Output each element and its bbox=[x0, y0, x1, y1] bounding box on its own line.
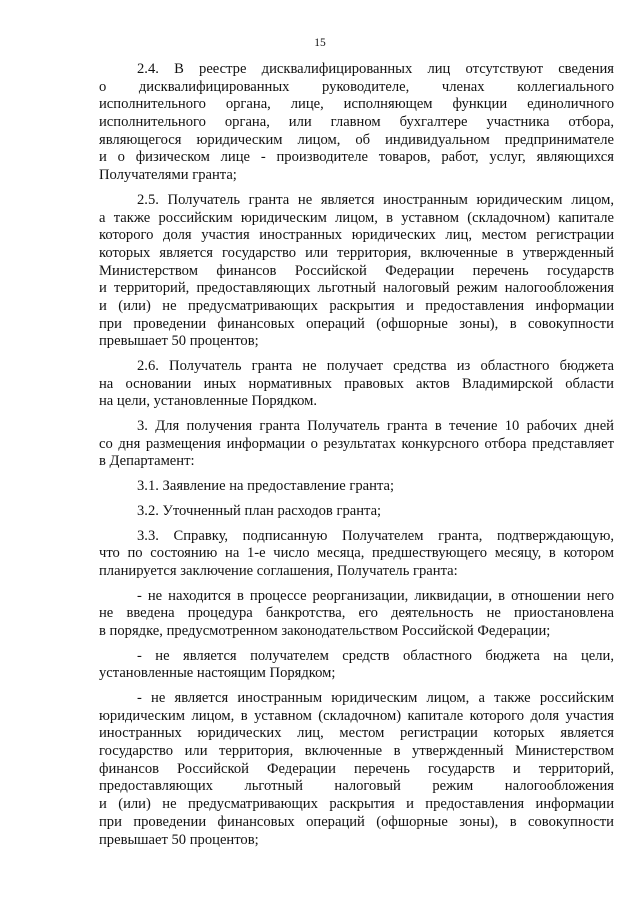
text-line: иностранных юридических лиц, местом регистрации которых является bbox=[99, 725, 614, 742]
text-line: не введена процедура банкротства, его деятельность не приостановлена bbox=[99, 605, 614, 622]
text-line: 3.2. Уточненный план расходов гранта; bbox=[137, 502, 382, 519]
document-body bbox=[99, 61, 614, 849]
text-line: которых является государство или территория, включенные в утвержденный bbox=[99, 244, 614, 261]
text-line: исполнительного органа, или главном бухгалтере участника отбора, bbox=[99, 114, 614, 131]
text-line: планируется заключение соглашения, Получатель гранта: bbox=[99, 562, 458, 579]
text-line: о дисквалифицированных руководителе, членах коллегиального bbox=[99, 78, 614, 95]
paragraph-p-2-4 bbox=[99, 61, 614, 185]
paragraph-p-bullet-1 bbox=[99, 588, 614, 641]
text-line: на цели, установленные Порядком. bbox=[99, 393, 318, 410]
text-line: и (или) не предусматривающих раскрытия и предоставления информации bbox=[99, 297, 614, 314]
text-line: предоставляющих льготный налоговый режим налогообложения bbox=[99, 778, 614, 795]
text-line: - не является иностранным юридическим лицом, а также российским bbox=[137, 690, 614, 706]
paragraph-p-2-5 bbox=[99, 192, 614, 351]
text-line: 2.5. Получатель гранта не является иностранным юридическим лицом, bbox=[137, 191, 614, 208]
text-line: исполнительного органа, лице, исполняющем функции единоличного bbox=[99, 96, 614, 113]
text-line: превышает 50 процентов; bbox=[99, 831, 259, 848]
text-line: превышает 50 процентов; bbox=[99, 333, 259, 350]
text-line: 3.1. Заявление на предоставление гранта; bbox=[137, 478, 395, 495]
text-line: и о физическом лице - производителе товаров, работ, услуг, являющихся bbox=[99, 149, 614, 166]
text-line: что по состоянию на 1-е число месяца, предшествующего месяцу, в котором bbox=[99, 545, 614, 562]
text-line: - не находится в процессе реорганизации, ликвидации, в отношении него bbox=[137, 587, 614, 604]
text-line: являющегося юридическим лицом, об индивидуальном предпринимателе bbox=[99, 131, 614, 148]
paragraph-p-3-2 bbox=[99, 503, 614, 521]
paragraph-p-bullet-2 bbox=[99, 648, 614, 683]
text-line: 2.6. Получатель гранта не получает средства из областного бюджета bbox=[137, 358, 614, 374]
page-number: 15 bbox=[314, 37, 326, 49]
text-line: и территорий, предоставляющих льготный налоговый режим налогообложения bbox=[99, 280, 614, 297]
text-line: финансов Российской Федерации перечень государств и территорий, bbox=[99, 760, 614, 777]
text-line: при проведении финансовых операций (офшорные зоны), в совокупности bbox=[99, 813, 614, 830]
paragraph-p-bullet-3 bbox=[99, 690, 614, 849]
text-line: установленные настоящим Порядком; bbox=[99, 665, 336, 682]
text-line: на основании иных нормативных правовых актов Владимирской области bbox=[99, 375, 614, 392]
text-line: Получателями гранта; bbox=[99, 167, 237, 184]
text-line: в Департамент: bbox=[99, 453, 195, 470]
text-line: 3.3. Справку, подписанную Получателем гранта, подтверждающую, bbox=[137, 527, 614, 544]
paragraph-p-3-1 bbox=[99, 478, 614, 496]
text-line: а также российским юридическим лицом, в уставном (складочном) капитале bbox=[99, 209, 614, 226]
text-line: со дня размещения информации о результатах конкурсного отбора представляет bbox=[99, 435, 614, 452]
text-line: которого доля участия иностранных юридических лиц, местом регистрации bbox=[99, 227, 614, 244]
text-line: 2.4. В реестре дисквалифицированных лиц отсутствуют сведения bbox=[137, 61, 614, 77]
text-line: 3. Для получения гранта Получатель гранта в течение 10 рабочих дней bbox=[137, 418, 614, 435]
text-line: Министерством финансов Российской Федерации перечень государств bbox=[99, 262, 614, 279]
text-line: в порядке, предусмотренном законодательством Российской Федерации; bbox=[99, 622, 551, 639]
text-line: и (или) не предусматривающих раскрытия и предоставления информации bbox=[99, 796, 614, 813]
text-line: - не является получателем средств областного бюджета на цели, bbox=[137, 647, 614, 664]
text-line: юридическим лицом, в уставном (складочном) капитале которого доля участия bbox=[99, 707, 614, 724]
paragraph-p-3-3 bbox=[99, 528, 614, 581]
paragraph-p-2-6 bbox=[99, 358, 614, 411]
text-line: при проведении финансовых операций (офшорные зоны), в совокупности bbox=[99, 315, 614, 332]
text-line: государство или территория, включенные в утвержденный Министерством bbox=[99, 743, 614, 760]
paragraph-p-3 bbox=[99, 418, 614, 471]
